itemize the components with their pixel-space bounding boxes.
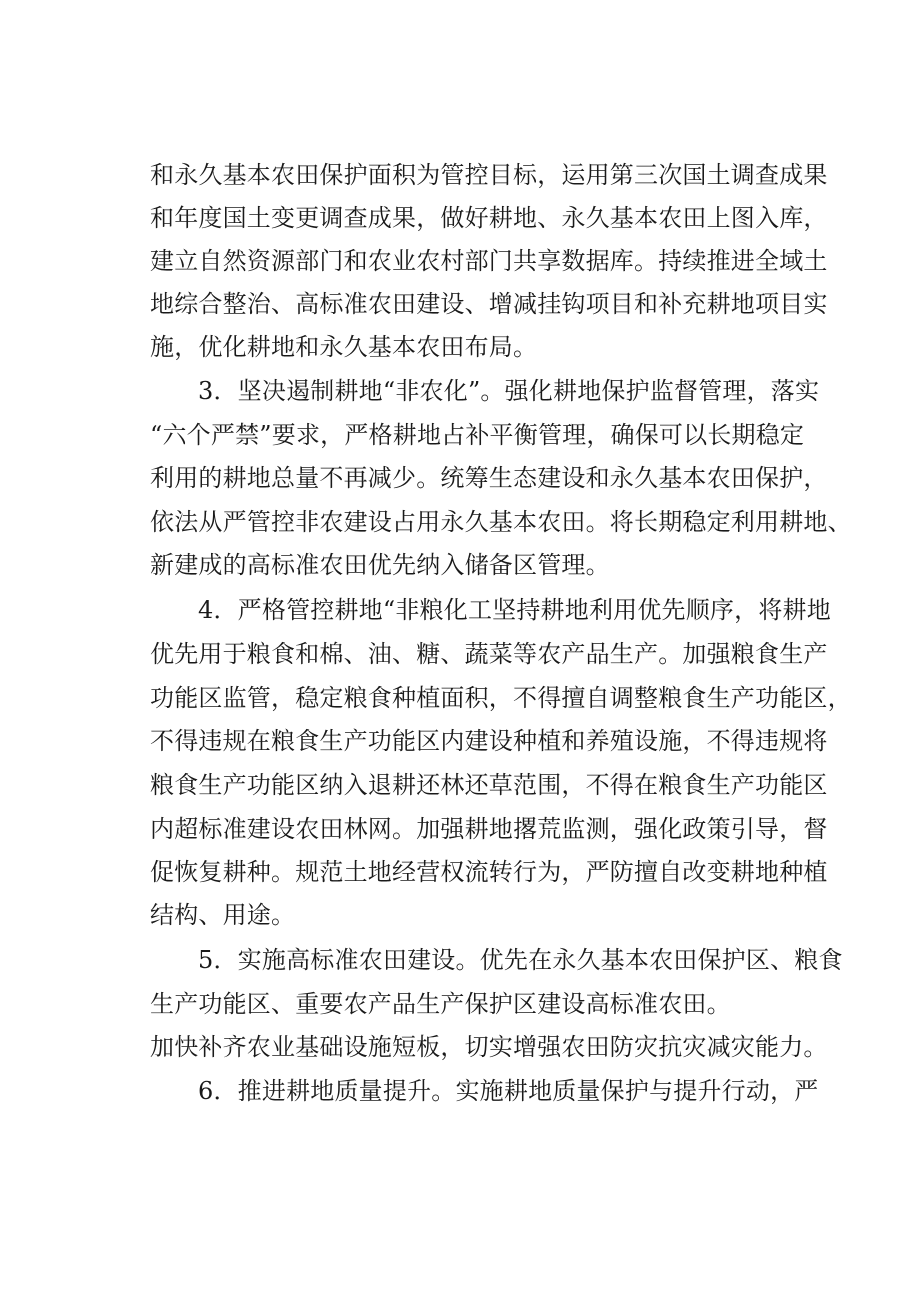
text-line: 和永久基本农田保护面积为管控目标，运用第三次国土调查成果 <box>150 161 828 189</box>
text-line: 建立自然资源部门和农业农村部门共享数据库。持续推进全域土 <box>150 247 828 275</box>
text-line: “六个严禁”要求，严格耕地占补平衡管理，确保可以长期稳定 <box>150 421 805 449</box>
text-line: 地综合整治、高标准农田建设、增减挂钩项目和补充耕地项目实 <box>150 290 828 318</box>
text-line: 功能区监管，稳定粮食种植面积，不得擅自调整粮食生产功能区， <box>150 684 852 712</box>
text-line: 新建成的高标准农田优先纳入储备区管理。 <box>150 551 610 579</box>
text-line: 依法从严管控非农建设占用永久基本农田。将长期稳定利用耕地、 <box>150 508 852 536</box>
paragraph-3-heading-line: 3．坚决遏制耕地“非农化”。强化耕地保护监督管理，落实 <box>198 377 820 405</box>
text-line: 生产功能区、重要农产品生产保护区建设高标准农田。 <box>150 990 731 1018</box>
text-line: 施，优化耕地和永久基本农田布局。 <box>150 333 538 361</box>
text-line: 利用的耕地总量不再减少。统筹生态建设和永久基本农田保护， <box>150 464 828 492</box>
text-line: 加快补齐农业基础设施短板，切实增强农田防灾抗灾减灾能力。 <box>150 1033 828 1061</box>
paragraph-4-heading-line: 4．严格管控耕地“非粮化工坚持耕地利用优先顺序，将耕地 <box>198 596 831 624</box>
text-line: 促恢复耕种。规范土地经营权流转行为，严防擅自改变耕地种植 <box>150 858 828 886</box>
paragraph-5-heading-line: 5．实施高标准农田建设。优先在永久基本农田保护区、粮食 <box>198 946 843 974</box>
text-line: 粮食生产功能区纳入退耕还林还草范围，不得在粮食生产功能区 <box>150 771 828 799</box>
text-line: 不得违规在粮食生产功能区内建设种植和养殖设施，不得违规将 <box>150 727 828 755</box>
text-line: 内超标准建设农田林网。加强耕地撂荒监测，强化政策引导，督 <box>150 815 828 843</box>
text-line: 结构、用途。 <box>150 901 296 929</box>
text-line: 优先用于粮食和棉、油、糖、蔬菜等农产品生产。加强粮食生产 <box>150 640 828 668</box>
paragraph-6-heading-line: 6．推进耕地质量提升。实施耕地质量保护与提升行动，严 <box>198 1077 819 1105</box>
text-line: 和年度国土变更调查成果，做好耕地、永久基本农田上图入库， <box>150 204 828 232</box>
